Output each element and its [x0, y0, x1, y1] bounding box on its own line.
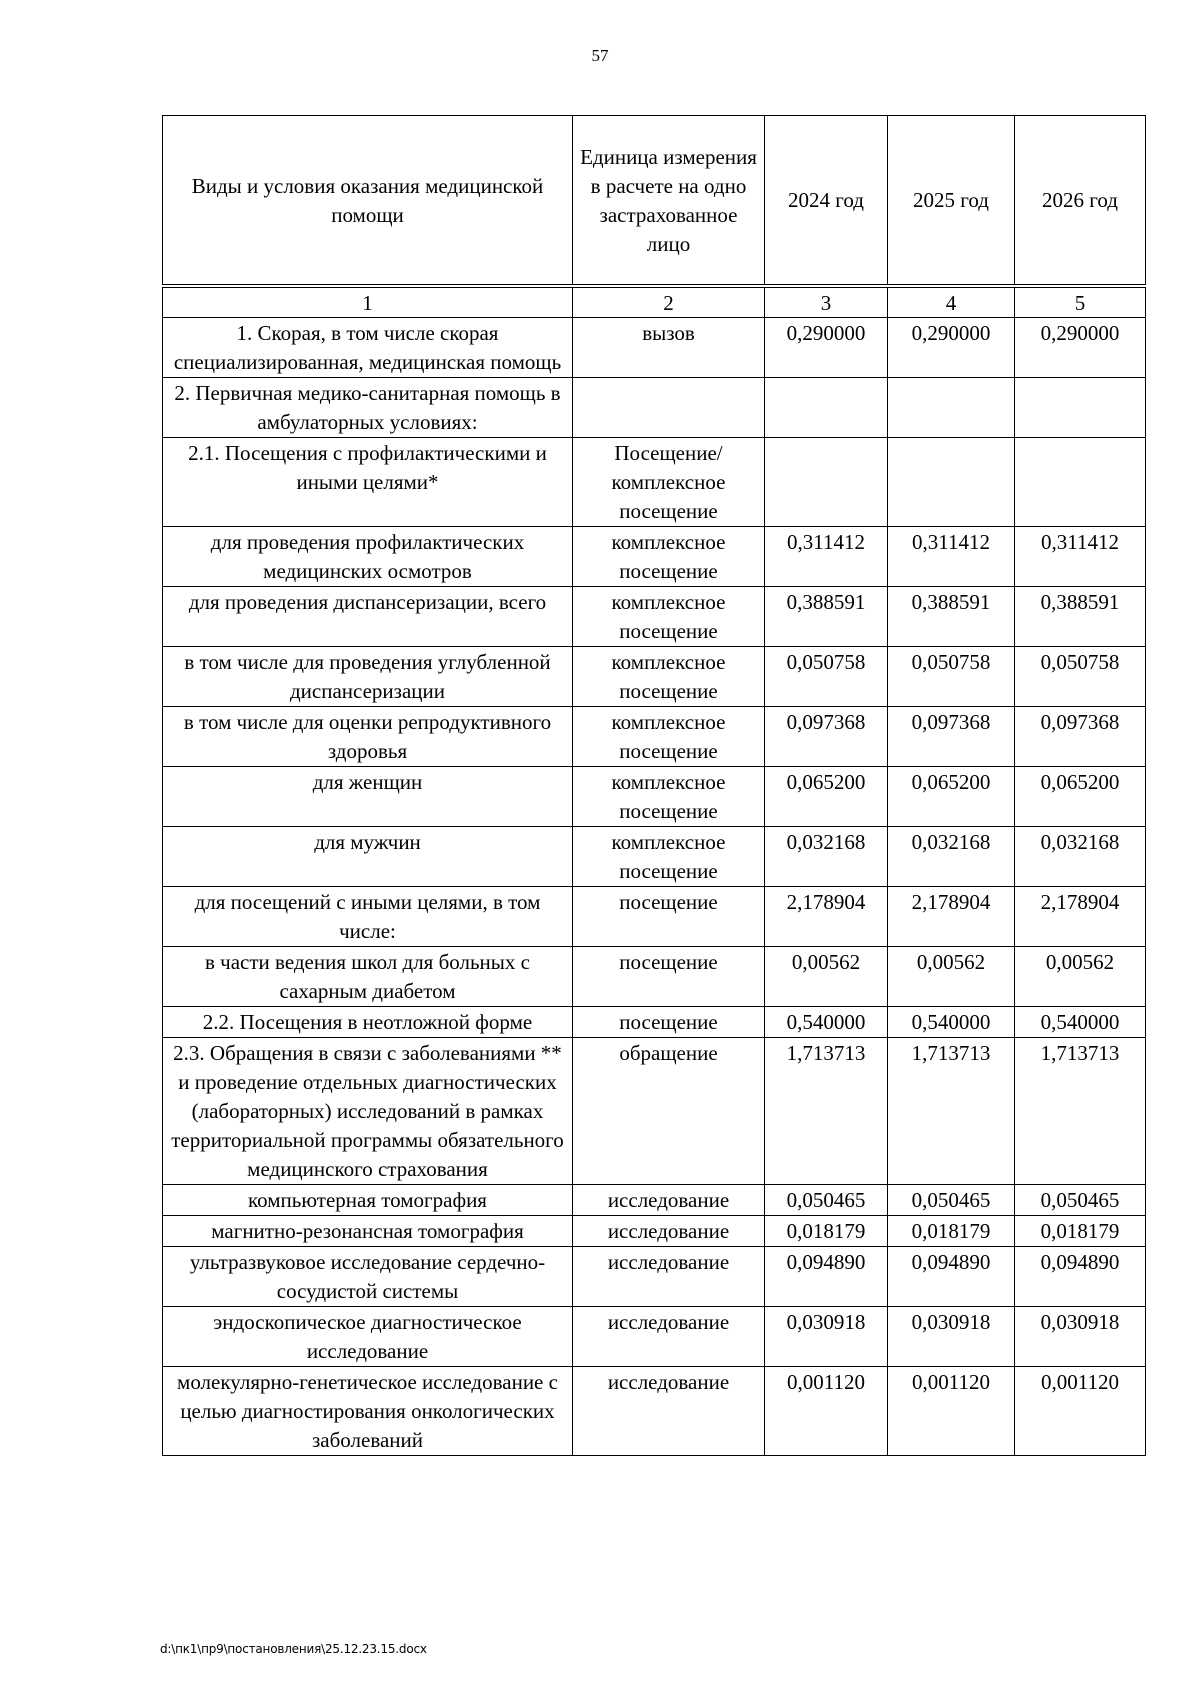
table-row	[163, 947, 1146, 1007]
value-2025: 0,050758	[888, 647, 1015, 707]
row-care-type: 2. Первичная медико-санитарная помощь в амбулаторных условиях:	[163, 378, 573, 438]
value-2024: 1,713713	[765, 1038, 888, 1185]
value-2024: 0,030918	[765, 1307, 888, 1367]
row-unit: исследование	[573, 1367, 765, 1456]
table-row	[163, 1185, 1146, 1216]
value-2026: 0,050465	[1015, 1185, 1146, 1216]
table-row	[163, 767, 1146, 827]
value-2026: 0,001120	[1015, 1367, 1146, 1456]
row-unit: комплексное посещение	[573, 827, 765, 887]
table-row	[163, 1307, 1146, 1367]
value-2026: 0,00562	[1015, 947, 1146, 1007]
value-2025	[888, 438, 1015, 527]
value-2026: 1,713713	[1015, 1038, 1146, 1185]
table-row	[163, 378, 1146, 438]
row-care-type: для проведения профилактических медицинских осмотров	[163, 527, 573, 587]
table-row	[163, 887, 1146, 947]
value-2026	[1015, 438, 1146, 527]
value-2024: 0,094890	[765, 1247, 888, 1307]
row-unit: вызов	[573, 318, 765, 378]
row-care-type: в том числе для оценки репродуктивного здоровья	[163, 707, 573, 767]
value-2024: 0,001120	[765, 1367, 888, 1456]
table-row	[163, 1247, 1146, 1307]
row-unit: комплексное посещение	[573, 587, 765, 647]
value-2026	[1015, 378, 1146, 438]
value-2026: 0,065200	[1015, 767, 1146, 827]
value-2024: 0,018179	[765, 1216, 888, 1247]
medical-care-norms-table	[162, 115, 1146, 1456]
value-2026: 0,094890	[1015, 1247, 1146, 1307]
table-row	[163, 1007, 1146, 1038]
row-care-type: компьютерная томография	[163, 1185, 573, 1216]
table-row	[163, 647, 1146, 707]
table-row	[163, 1367, 1146, 1456]
row-care-type: 2.3. Обращения в связи с заболеваниями ** и проведение отдельных диагностических (лабораторных) исследований в рамках территориальной программы обязательного медицинского страхования	[163, 1038, 573, 1185]
table-row	[163, 318, 1146, 378]
value-2024: 0,097368	[765, 707, 888, 767]
value-2026: 0,018179	[1015, 1216, 1146, 1247]
value-2024	[765, 438, 888, 527]
table-row	[163, 438, 1146, 527]
row-care-type: для мужчин	[163, 827, 573, 887]
value-2024: 0,065200	[765, 767, 888, 827]
row-unit: исследование	[573, 1185, 765, 1216]
column-number: 1	[163, 286, 573, 318]
value-2026: 0,050758	[1015, 647, 1146, 707]
value-2024: 0,540000	[765, 1007, 888, 1038]
value-2025: 0,094890	[888, 1247, 1015, 1307]
value-2026: 0,032168	[1015, 827, 1146, 887]
table-row	[163, 527, 1146, 587]
row-unit: посещение	[573, 947, 765, 1007]
row-unit: комплексное посещение	[573, 707, 765, 767]
value-2024: 0,00562	[765, 947, 888, 1007]
value-2024: 0,032168	[765, 827, 888, 887]
row-unit: комплексное посещение	[573, 767, 765, 827]
header-unit: Единица измерения в расчете на одно застрахованное лицо	[573, 116, 765, 287]
row-care-type: в том числе для проведения углубленной диспансеризации	[163, 647, 573, 707]
value-2024: 0,050465	[765, 1185, 888, 1216]
row-care-type: 2.1. Посещения с профилактическими и иными целями*	[163, 438, 573, 527]
value-2026: 0,540000	[1015, 1007, 1146, 1038]
row-care-type: молекулярно-генетическое исследование с целью диагностирования онкологических заболеваний	[163, 1367, 573, 1456]
row-unit: обращение	[573, 1038, 765, 1185]
row-unit: посещение	[573, 887, 765, 947]
row-care-type: для женщин	[163, 767, 573, 827]
value-2024	[765, 378, 888, 438]
value-2025: 0,290000	[888, 318, 1015, 378]
value-2025: 0,311412	[888, 527, 1015, 587]
row-care-type: для посещений с иными целями, в том числе:	[163, 887, 573, 947]
value-2026: 0,290000	[1015, 318, 1146, 378]
table-row	[163, 707, 1146, 767]
header-2025: 2025 год	[888, 116, 1015, 287]
column-number: 3	[765, 286, 888, 318]
value-2025: 2,178904	[888, 887, 1015, 947]
value-2024: 0,311412	[765, 527, 888, 587]
value-2026: 2,178904	[1015, 887, 1146, 947]
value-2024: 0,050758	[765, 647, 888, 707]
row-care-type: в части ведения школ для больных с сахарным диабетом	[163, 947, 573, 1007]
value-2026: 0,311412	[1015, 527, 1146, 587]
document-file-path: d:\пк1\пр9\постановления\25.12.23.15.docx	[160, 1642, 427, 1656]
row-care-type: 2.2. Посещения в неотложной форме	[163, 1007, 573, 1038]
row-care-type: для проведения диспансеризации, всего	[163, 587, 573, 647]
row-unit	[573, 378, 765, 438]
table-row	[163, 827, 1146, 887]
value-2025: 1,713713	[888, 1038, 1015, 1185]
header-2024: 2024 год	[765, 116, 888, 287]
table-row	[163, 1216, 1146, 1247]
value-2025: 0,001120	[888, 1367, 1015, 1456]
row-unit: посещение	[573, 1007, 765, 1038]
value-2025	[888, 378, 1015, 438]
value-2024: 0,290000	[765, 318, 888, 378]
value-2025: 0,030918	[888, 1307, 1015, 1367]
value-2025: 0,032168	[888, 827, 1015, 887]
value-2026: 0,030918	[1015, 1307, 1146, 1367]
row-unit: исследование	[573, 1216, 765, 1247]
row-unit: комплексное посещение	[573, 647, 765, 707]
row-unit: Посещение/ комплексное посещение	[573, 438, 765, 527]
column-number: 2	[573, 286, 765, 318]
value-2025: 0,065200	[888, 767, 1015, 827]
column-number: 5	[1015, 286, 1146, 318]
value-2025: 0,018179	[888, 1216, 1015, 1247]
row-care-type: эндоскопическое диагностическое исследование	[163, 1307, 573, 1367]
column-number-row	[163, 286, 1146, 318]
value-2025: 0,00562	[888, 947, 1015, 1007]
row-care-type: 1. Скорая, в том числе скорая специализированная, медицинская помощь	[163, 318, 573, 378]
table-row	[163, 1038, 1146, 1185]
value-2026: 0,388591	[1015, 587, 1146, 647]
header-2026: 2026 год	[1015, 116, 1146, 287]
row-care-type: ультразвуковое исследование сердечно-сосудистой системы	[163, 1247, 573, 1307]
row-unit: исследование	[573, 1247, 765, 1307]
value-2025: 0,050465	[888, 1185, 1015, 1216]
value-2025: 0,540000	[888, 1007, 1015, 1038]
value-2026: 0,097368	[1015, 707, 1146, 767]
header-care-type: Виды и условия оказания медицинской помощи	[163, 116, 573, 287]
row-unit: исследование	[573, 1307, 765, 1367]
table-row	[163, 587, 1146, 647]
value-2024: 0,388591	[765, 587, 888, 647]
value-2025: 0,388591	[888, 587, 1015, 647]
row-unit: комплексное посещение	[573, 527, 765, 587]
page-number: 57	[591, 46, 609, 65]
header-row	[163, 116, 1146, 287]
value-2025: 0,097368	[888, 707, 1015, 767]
row-care-type: магнитно-резонансная томография	[163, 1216, 573, 1247]
column-number: 4	[888, 286, 1015, 318]
value-2024: 2,178904	[765, 887, 888, 947]
